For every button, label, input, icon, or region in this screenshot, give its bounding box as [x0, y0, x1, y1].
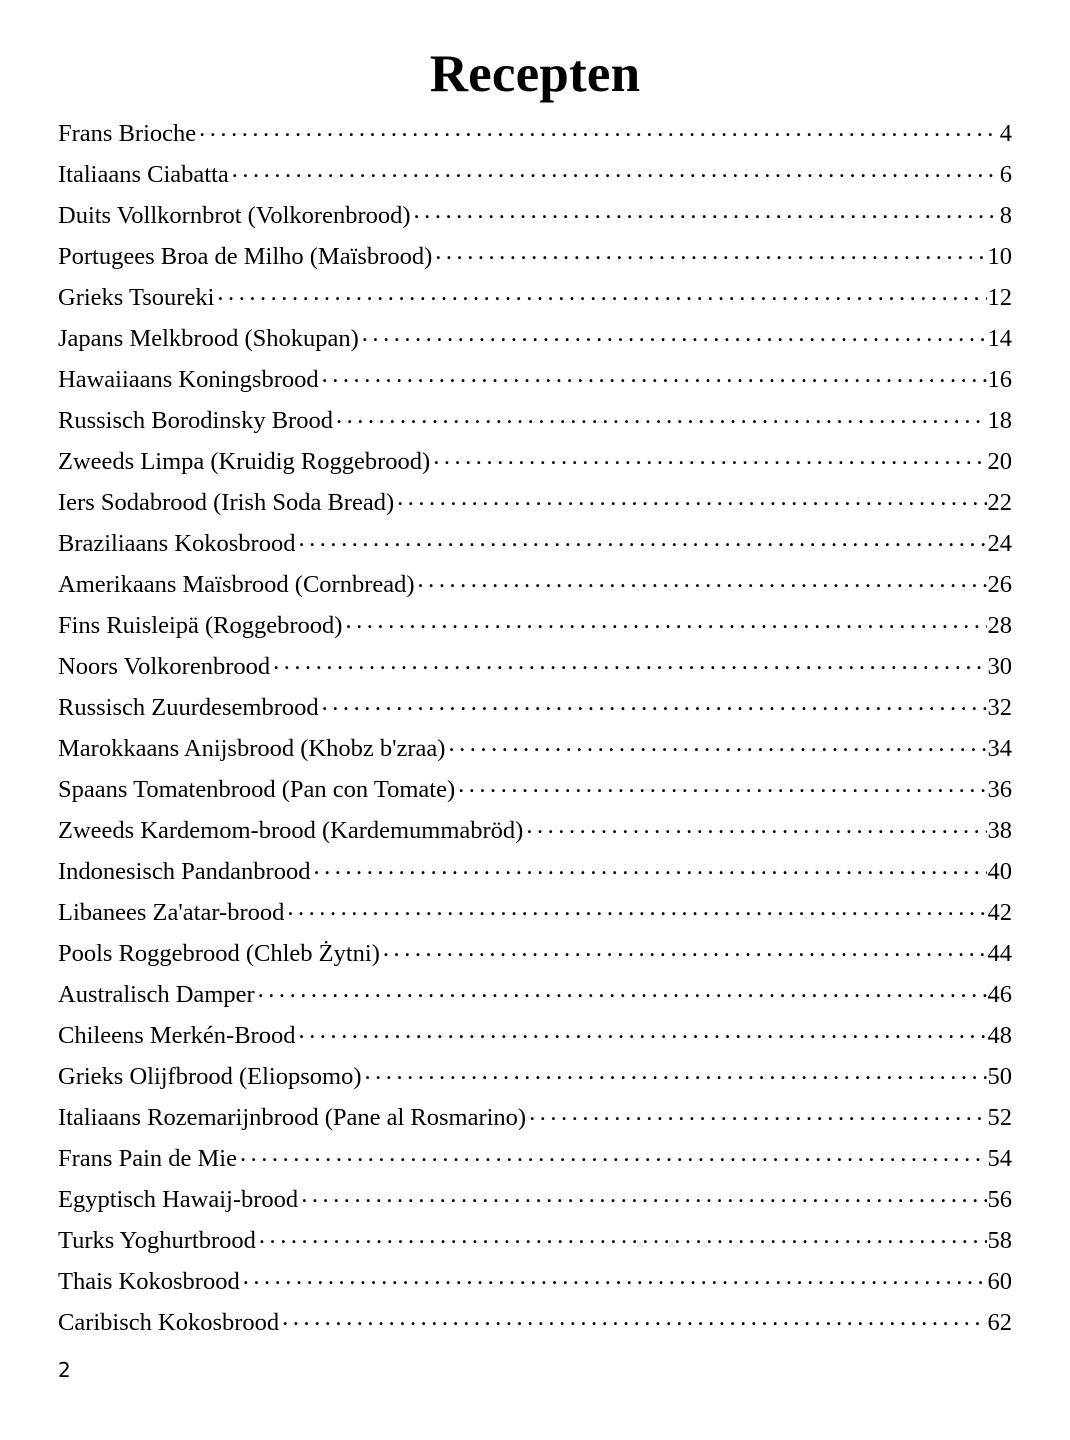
toc-entry-label: Iers Sodabrood (Irish Soda Bread) [58, 489, 395, 517]
toc-dot-leader [217, 281, 986, 306]
toc-entry-label: Spaans Tomatenbrood (Pan con Tomate) [58, 776, 456, 804]
toc-dot-leader [258, 978, 987, 1003]
toc-dot-leader [301, 1183, 986, 1208]
toc-entry-label: Indonesisch Pandanbrood [58, 858, 311, 886]
toc-dot-leader [529, 1101, 986, 1126]
toc-dot-leader [362, 322, 987, 347]
toc-entry-label: Duits Vollkornbrot (Volkorenbrood) [58, 202, 411, 230]
toc-entry[interactable] [58, 486, 1012, 527]
toc-entry[interactable] [58, 1224, 1012, 1265]
toc-entry-label: Portugees Broa de Milho (Maïsbrood) [58, 243, 433, 271]
toc-entry-page-number: 32 [987, 694, 1012, 722]
toc-entry[interactable] [58, 1019, 1012, 1060]
toc-entry-page-number: 26 [987, 571, 1012, 599]
toc-entry[interactable] [58, 404, 1012, 445]
toc-dot-leader [336, 404, 987, 429]
toc-entry-label: Frans Brioche [58, 120, 197, 148]
toc-dot-leader [397, 486, 986, 511]
toc-entry[interactable] [58, 937, 1012, 978]
toc-entry-page-number: 52 [987, 1104, 1012, 1132]
toc-dot-leader [526, 814, 986, 839]
toc-entry[interactable] [58, 117, 1012, 158]
toc-entry-label: Zweeds Limpa (Kruidig Roggebrood) [58, 448, 431, 476]
toc-dot-leader [259, 1224, 987, 1249]
toc-dot-leader [313, 855, 986, 880]
toc-entry-page-number: 24 [987, 530, 1012, 558]
toc-entry[interactable] [58, 650, 1012, 691]
table-of-contents [58, 117, 1012, 1347]
toc-entry[interactable] [58, 896, 1012, 937]
toc-entry-label: Grieks Tsoureki [58, 284, 215, 312]
toc-entry-label: Hawaiiaans Koningsbrood [58, 366, 319, 394]
toc-dot-leader [282, 1306, 986, 1331]
toc-dot-leader [298, 527, 986, 552]
toc-entry[interactable] [58, 158, 1012, 199]
toc-entry[interactable] [58, 445, 1012, 486]
toc-entry[interactable] [58, 199, 1012, 240]
toc-entry-label: Marokkaans Anijsbrood (Khobz b'zraa) [58, 735, 446, 763]
toc-entry-page-number: 12 [987, 284, 1012, 312]
toc-entry[interactable] [58, 1060, 1012, 1101]
toc-dot-leader [322, 363, 987, 388]
toc-entry[interactable] [58, 240, 1012, 281]
toc-entry-page-number: 6 [999, 161, 1012, 189]
toc-entry-page-number: 40 [987, 858, 1012, 886]
toc-dot-leader [199, 117, 999, 142]
toc-entry[interactable] [58, 322, 1012, 363]
toc-dot-leader [298, 1019, 986, 1044]
toc-dot-leader [383, 937, 987, 962]
toc-entry-page-number: 60 [987, 1268, 1012, 1296]
toc-entry[interactable] [58, 609, 1012, 650]
toc-entry[interactable] [58, 527, 1012, 568]
toc-entry-page-number: 44 [987, 940, 1012, 968]
toc-entry-label: Frans Pain de Mie [58, 1145, 237, 1173]
toc-dot-leader [418, 568, 987, 593]
toc-dot-leader [433, 445, 986, 470]
toc-dot-leader [345, 609, 986, 634]
toc-entry-label: Australisch Damper [58, 981, 255, 1009]
footer-page-number: 2 [58, 1358, 71, 1382]
toc-entry-page-number: 14 [987, 325, 1012, 353]
toc-entry-page-number: 50 [987, 1063, 1012, 1091]
toc-entry-page-number: 28 [987, 612, 1012, 640]
toc-entry-label: Libanees Za'atar-brood [58, 899, 285, 927]
toc-dot-leader [435, 240, 986, 265]
toc-entry-label: Egyptisch Hawaij-brood [58, 1186, 299, 1214]
toc-entry-page-number: 48 [987, 1022, 1012, 1050]
toc-entry-page-number: 4 [999, 120, 1012, 148]
toc-entry-label: Italiaans Ciabatta [58, 161, 229, 189]
toc-entry-label: Grieks Olijfbrood (Eliopsomo) [58, 1063, 362, 1091]
toc-entry[interactable] [58, 814, 1012, 855]
toc-entry-label: Amerikaans Maïsbrood (Cornbread) [58, 571, 415, 599]
toc-entry[interactable] [58, 1142, 1012, 1183]
page-title: Recepten [429, 45, 641, 103]
toc-entry-page-number: 10 [987, 243, 1012, 271]
toc-entry-label: Thais Kokosbrood [58, 1268, 240, 1296]
toc-dot-leader [287, 896, 986, 921]
toc-entry-label: Chileens Merkén-Brood [58, 1022, 296, 1050]
toc-dot-leader [458, 773, 986, 798]
toc-entry[interactable] [58, 978, 1012, 1019]
toc-dot-leader [365, 1060, 987, 1085]
toc-entry-label: Zweeds Kardemom-brood (Kardemummabröd) [58, 817, 524, 845]
toc-entry-label: Braziliaans Kokosbrood [58, 530, 296, 558]
toc-entry-page-number: 20 [987, 448, 1012, 476]
toc-entry[interactable] [58, 773, 1012, 814]
toc-entry-page-number: 62 [987, 1309, 1012, 1337]
toc-entry-page-number: 18 [987, 407, 1012, 435]
toc-entry-page-number: 34 [987, 735, 1012, 763]
toc-entry[interactable] [58, 732, 1012, 773]
toc-entry-page-number: 38 [987, 817, 1012, 845]
toc-entry[interactable] [58, 691, 1012, 732]
toc-entry-label: Noors Volkorenbrood [58, 653, 271, 681]
toc-dot-leader [243, 1265, 987, 1290]
toc-entry[interactable] [58, 1306, 1012, 1347]
toc-entry-label: Japans Melkbrood (Shokupan) [58, 325, 359, 353]
toc-entry[interactable] [58, 281, 1012, 322]
toc-entry-page-number: 8 [999, 202, 1012, 230]
toc-entry-label: Italiaans Rozemarijnbrood (Pane al Rosmarino) [58, 1104, 527, 1132]
toc-entry[interactable] [58, 1101, 1012, 1142]
toc-entry-page-number: 56 [987, 1186, 1012, 1214]
toc-entry-page-number: 58 [987, 1227, 1012, 1255]
toc-entry[interactable] [58, 1265, 1012, 1306]
toc-entry-page-number: 54 [987, 1145, 1012, 1173]
toc-entry-page-number: 46 [987, 981, 1012, 1009]
toc-entry-page-number: 36 [987, 776, 1012, 804]
toc-entry[interactable] [58, 363, 1012, 404]
toc-entry-page-number: 22 [987, 489, 1012, 517]
toc-entry-label: Fins Ruisleipä (Roggebrood) [58, 612, 343, 640]
toc-dot-leader [448, 732, 986, 757]
toc-entry-page-number: 42 [987, 899, 1012, 927]
toc-entry-page-number: 16 [987, 366, 1012, 394]
toc-entry-label: Turks Yoghurtbrood [58, 1227, 256, 1255]
toc-entry[interactable] [58, 568, 1012, 609]
toc-dot-leader [232, 158, 999, 183]
toc-dot-leader [414, 199, 999, 224]
toc-dot-leader [273, 650, 986, 675]
toc-dot-leader [322, 691, 987, 716]
toc-entry-label: Russisch Zuurdesembrood [58, 694, 319, 722]
toc-entry-label: Russisch Borodinsky Brood [58, 407, 333, 435]
toc-entry[interactable] [58, 1183, 1012, 1224]
toc-entry-label: Caribisch Kokosbrood [58, 1309, 280, 1337]
toc-entry-page-number: 30 [987, 653, 1012, 681]
toc-dot-leader [240, 1142, 987, 1167]
toc-entry-label: Pools Roggebrood (Chleb Żytni) [58, 940, 380, 968]
toc-entry[interactable] [58, 855, 1012, 896]
